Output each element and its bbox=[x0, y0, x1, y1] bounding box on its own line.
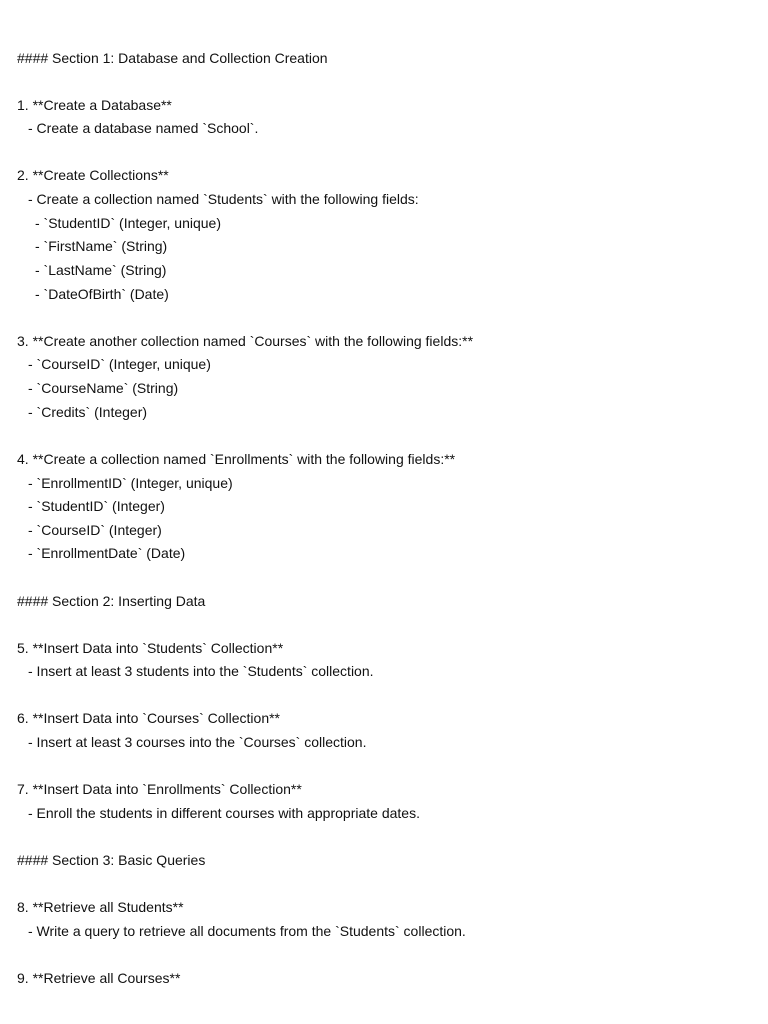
section-3-heading: #### Section 3: Basic Queries bbox=[17, 852, 206, 868]
item-5-title: 5. **Insert Data into `Students` Collection** bbox=[17, 640, 284, 656]
item-2-title: 2. **Create Collections** bbox=[17, 167, 169, 183]
item-7-title: 7. **Insert Data into `Enrollments` Collection** bbox=[17, 781, 302, 797]
students-field-studentid: - `StudentID` (Integer, unique) bbox=[35, 215, 221, 231]
students-field-firstname: - `FirstName` (String) bbox=[35, 238, 168, 254]
item-8-title: 8. **Retrieve all Students** bbox=[17, 899, 184, 915]
courses-field-courseid: - `CourseID` (Integer, unique) bbox=[28, 356, 211, 372]
enrollments-field-enrollmentid: - `EnrollmentID` (Integer, unique) bbox=[28, 475, 233, 491]
item-6-detail: - Insert at least 3 courses into the `Courses` collection. bbox=[28, 734, 367, 750]
students-field-dateofbirth: - `DateOfBirth` (Date) bbox=[35, 286, 169, 302]
item-7-detail: - Enroll the students in different courses with appropriate dates. bbox=[28, 805, 420, 821]
item-1-title: 1. **Create a Database** bbox=[17, 97, 172, 113]
section-2-heading: #### Section 2: Inserting Data bbox=[17, 593, 206, 609]
item-4-title: 4. **Create a collection named `Enrollments` with the following fields:** bbox=[17, 451, 456, 467]
item-9-title: 9. **Retrieve all Courses** bbox=[17, 970, 181, 986]
courses-field-credits: - `Credits` (Integer) bbox=[28, 404, 148, 420]
item-2-detail: - Create a collection named `Students` with the following fields: bbox=[28, 191, 419, 207]
section-1-heading: #### Section 1: Database and Collection Creation bbox=[17, 50, 328, 66]
item-6-title: 6. **Insert Data into `Courses` Collection** bbox=[17, 710, 281, 726]
students-field-lastname: - `LastName` (String) bbox=[35, 262, 167, 278]
courses-field-coursename: - `CourseName` (String) bbox=[28, 380, 179, 396]
item-3-title: 3. **Create another collection named `Courses` with the following fields:** bbox=[17, 333, 474, 349]
item-5-detail: - Insert at least 3 students into the `Students` collection. bbox=[28, 663, 374, 679]
enrollments-field-studentid: - `StudentID` (Integer) bbox=[28, 498, 165, 514]
enrollments-field-courseid: - `CourseID` (Integer) bbox=[28, 522, 162, 538]
item-1-detail: - Create a database named `School`. bbox=[28, 120, 259, 136]
enrollments-field-enrollmentdate: - `EnrollmentDate` (Date) bbox=[28, 545, 186, 561]
item-8-detail: - Write a query to retrieve all documents from the `Students` collection. bbox=[28, 923, 466, 939]
